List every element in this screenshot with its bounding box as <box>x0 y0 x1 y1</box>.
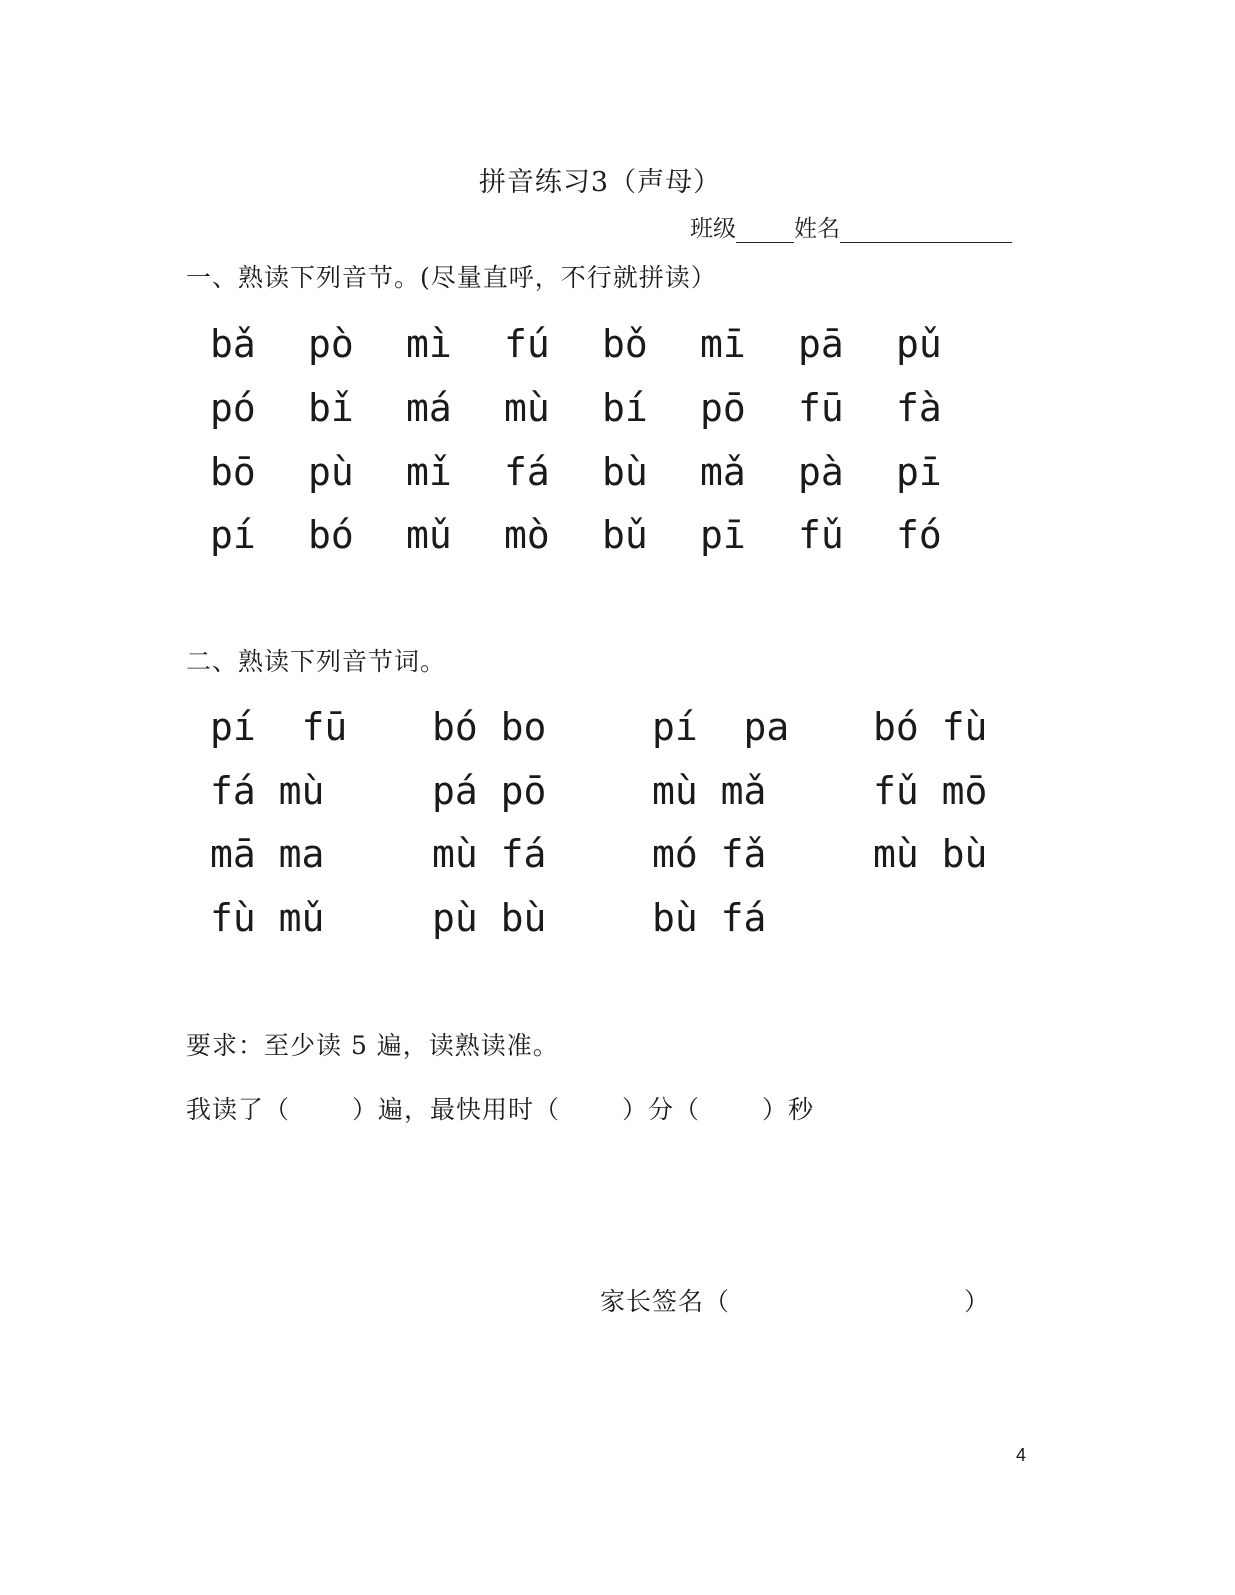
syllable: bǒ <box>602 322 648 366</box>
class-label: 班级 <box>690 216 736 242</box>
syllable: mī <box>700 322 746 366</box>
syllable-word: pá pō <box>432 769 547 813</box>
syllable: pō <box>700 386 746 430</box>
syllable-word: mù fá <box>432 832 547 876</box>
section1-heading: 一、熟读下列音节。(尽量直呼，不行就拼读） <box>186 263 717 292</box>
syllable: pù <box>308 450 354 494</box>
syllable: mò <box>504 513 550 557</box>
syllable: fú <box>504 322 550 366</box>
signature-label: 家长签名（ <box>600 1287 731 1316</box>
reading-record <box>186 1090 814 1126</box>
syllable: mù <box>504 386 550 430</box>
syllable-word: mó fǎ <box>652 832 767 876</box>
class-name-line <box>690 210 1012 243</box>
requirement-text: 要求：至少读 5 遍，读熟读准。 <box>186 1031 559 1060</box>
syllable-word: bó fù <box>873 705 988 749</box>
syllable: pó <box>210 386 256 430</box>
record-part-4: ）秒 <box>762 1095 815 1124</box>
syllable: pà <box>798 450 844 494</box>
section2-heading: 二、熟读下列音节词。 <box>186 647 447 676</box>
page-number: 4 <box>1016 1445 1027 1465</box>
syllable: pā <box>798 322 844 366</box>
syllable: fá <box>504 450 550 494</box>
page-title: 拼音练习3（声母） <box>478 167 722 198</box>
syllable: pǔ <box>896 322 942 366</box>
syllable: fǔ <box>798 513 844 557</box>
syllable-word: pí pa <box>652 705 790 749</box>
syllable: bǔ <box>602 513 648 557</box>
syllable: bō <box>210 450 256 494</box>
record-part-1: 我读了（ <box>186 1095 291 1124</box>
syllable: bǐ <box>308 386 354 430</box>
syllable: bó <box>308 513 354 557</box>
parent-signature <box>600 1282 990 1318</box>
syllable: mǔ <box>406 513 452 557</box>
syllable: fū <box>798 386 844 430</box>
signature-close: ） <box>964 1287 991 1316</box>
syllable-word: mù bù <box>873 832 988 876</box>
syllable: mǐ <box>406 450 452 494</box>
record-part-3: ）分（ <box>622 1095 701 1124</box>
syllable: pí <box>210 513 256 557</box>
syllable: fà <box>896 386 942 430</box>
syllable: pī <box>700 513 746 557</box>
record-part-2: ）遍，最快用时（ <box>352 1095 561 1124</box>
syllable-word: fù mǔ <box>210 896 325 940</box>
syllable: mǎ <box>700 450 746 494</box>
syllable: bí <box>602 386 648 430</box>
syllable: bǎ <box>210 322 256 366</box>
syllable-word: pí fū <box>210 705 348 749</box>
syllable-word: bù fá <box>652 896 767 940</box>
syllable-word: mù mǎ <box>652 769 767 813</box>
syllable-word: bó bo <box>432 705 547 749</box>
syllable: pò <box>308 322 354 366</box>
syllable: mì <box>406 322 452 366</box>
syllable-word: fá mù <box>210 769 325 813</box>
syllable-word: fǔ mō <box>873 769 988 813</box>
name-label: 姓名 <box>794 216 840 242</box>
syllable-word: mā ma <box>210 832 325 876</box>
syllable: pī <box>896 450 942 494</box>
syllable-word: pù bù <box>432 896 547 940</box>
syllable: má <box>406 386 452 430</box>
syllable: bù <box>602 450 648 494</box>
name-blank[interactable] <box>840 216 1012 243</box>
syllable: fó <box>896 513 942 557</box>
class-blank[interactable] <box>736 216 794 243</box>
